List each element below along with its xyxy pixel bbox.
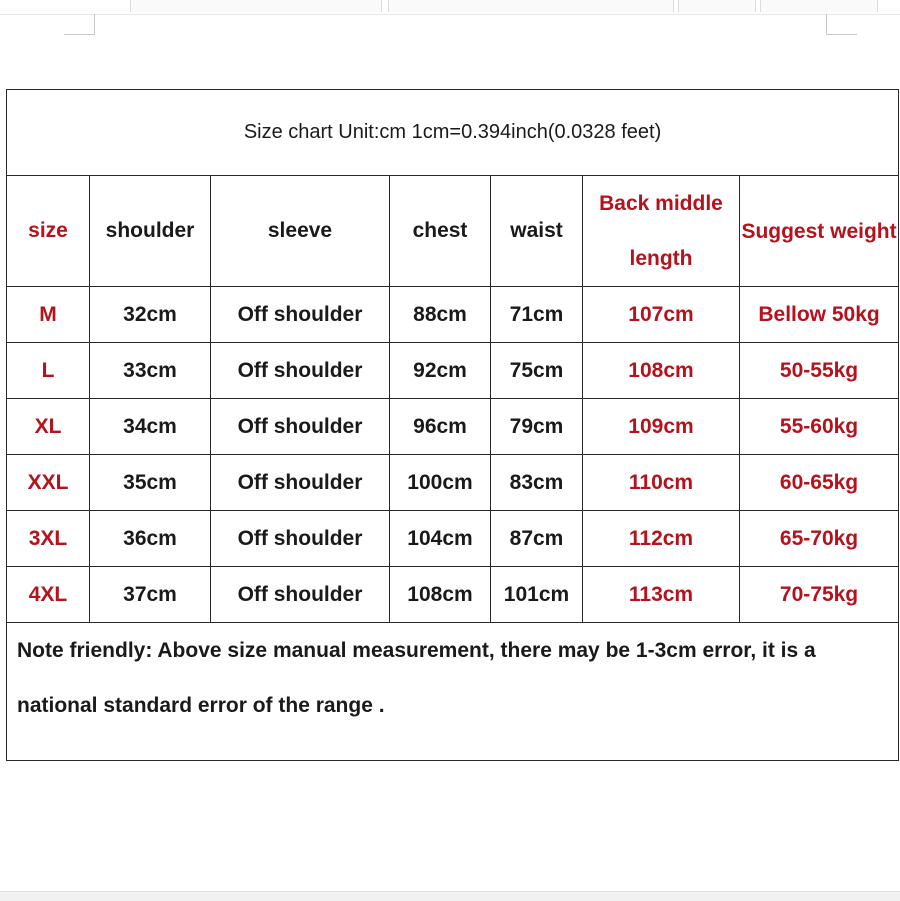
cell-size: XL xyxy=(7,399,90,455)
toolbar-segment xyxy=(388,0,674,12)
header-chest: chest xyxy=(390,176,491,287)
cell-weight: 50-55kg xyxy=(740,343,899,399)
toolbar-segment xyxy=(760,0,878,12)
cell-size: XXL xyxy=(7,455,90,511)
cell-waist: 101cm xyxy=(491,567,583,623)
note-row xyxy=(7,623,899,761)
cell-shoulder: 32cm xyxy=(90,287,211,343)
measurement-note: Note friendly: Above size manual measurement, there may be 1-3cm error, it is a national standard error of the range . xyxy=(7,623,899,761)
cell-weight: 65-70kg xyxy=(740,511,899,567)
header-back-middle-length: Back middle length xyxy=(583,176,740,287)
document-toolbar-strip xyxy=(0,0,900,15)
toolbar-segment xyxy=(130,0,382,12)
header-sleeve: sleeve xyxy=(211,176,390,287)
table-row xyxy=(7,511,899,567)
cell-chest: 96cm xyxy=(390,399,491,455)
header-shoulder: shoulder xyxy=(90,176,211,287)
table-row xyxy=(7,287,899,343)
cell-weight: 70-75kg xyxy=(740,567,899,623)
cell-back-length: 108cm xyxy=(583,343,740,399)
table-row xyxy=(7,455,899,511)
header-row xyxy=(7,176,899,287)
cell-shoulder: 36cm xyxy=(90,511,211,567)
cell-size: M xyxy=(7,287,90,343)
cell-back-length: 109cm xyxy=(583,399,740,455)
header-suggest-weight: Suggest weight xyxy=(740,176,899,287)
cell-shoulder: 37cm xyxy=(90,567,211,623)
cell-back-length: 113cm xyxy=(583,567,740,623)
header-waist: waist xyxy=(491,176,583,287)
cell-chest: 104cm xyxy=(390,511,491,567)
size-chart-table xyxy=(6,89,899,761)
cell-sleeve: Off shoulder xyxy=(211,455,390,511)
cell-chest: 108cm xyxy=(390,567,491,623)
cell-chest: 100cm xyxy=(390,455,491,511)
cell-shoulder: 33cm xyxy=(90,343,211,399)
cell-sleeve: Off shoulder xyxy=(211,567,390,623)
table-row xyxy=(7,399,899,455)
cell-weight: 55-60kg xyxy=(740,399,899,455)
cell-weight: 60-65kg xyxy=(740,455,899,511)
page-margin-corner-mark xyxy=(826,14,857,35)
table-row xyxy=(7,567,899,623)
cell-shoulder: 35cm xyxy=(90,455,211,511)
header-size: size xyxy=(7,176,90,287)
cell-chest: 92cm xyxy=(390,343,491,399)
toolbar-segment xyxy=(678,0,756,12)
cell-back-length: 107cm xyxy=(583,287,740,343)
cell-chest: 88cm xyxy=(390,287,491,343)
cell-shoulder: 34cm xyxy=(90,399,211,455)
title-row xyxy=(7,90,899,176)
cell-waist: 79cm xyxy=(491,399,583,455)
cell-weight: Bellow 50kg xyxy=(740,287,899,343)
cell-sleeve: Off shoulder xyxy=(211,511,390,567)
size-chart-title: Size chart Unit:cm 1cm=0.394inch(0.0328 feet) xyxy=(7,90,899,176)
cell-size: L xyxy=(7,343,90,399)
cell-sleeve: Off shoulder xyxy=(211,399,390,455)
cell-size: 4XL xyxy=(7,567,90,623)
cell-sleeve: Off shoulder xyxy=(211,287,390,343)
cell-waist: 71cm xyxy=(491,287,583,343)
cell-waist: 87cm xyxy=(491,511,583,567)
table-row xyxy=(7,343,899,399)
cell-back-length: 110cm xyxy=(583,455,740,511)
page-margin-corner-mark xyxy=(64,14,95,35)
cell-waist: 83cm xyxy=(491,455,583,511)
cell-back-length: 112cm xyxy=(583,511,740,567)
cell-size: 3XL xyxy=(7,511,90,567)
cell-sleeve: Off shoulder xyxy=(211,343,390,399)
cell-waist: 75cm xyxy=(491,343,583,399)
